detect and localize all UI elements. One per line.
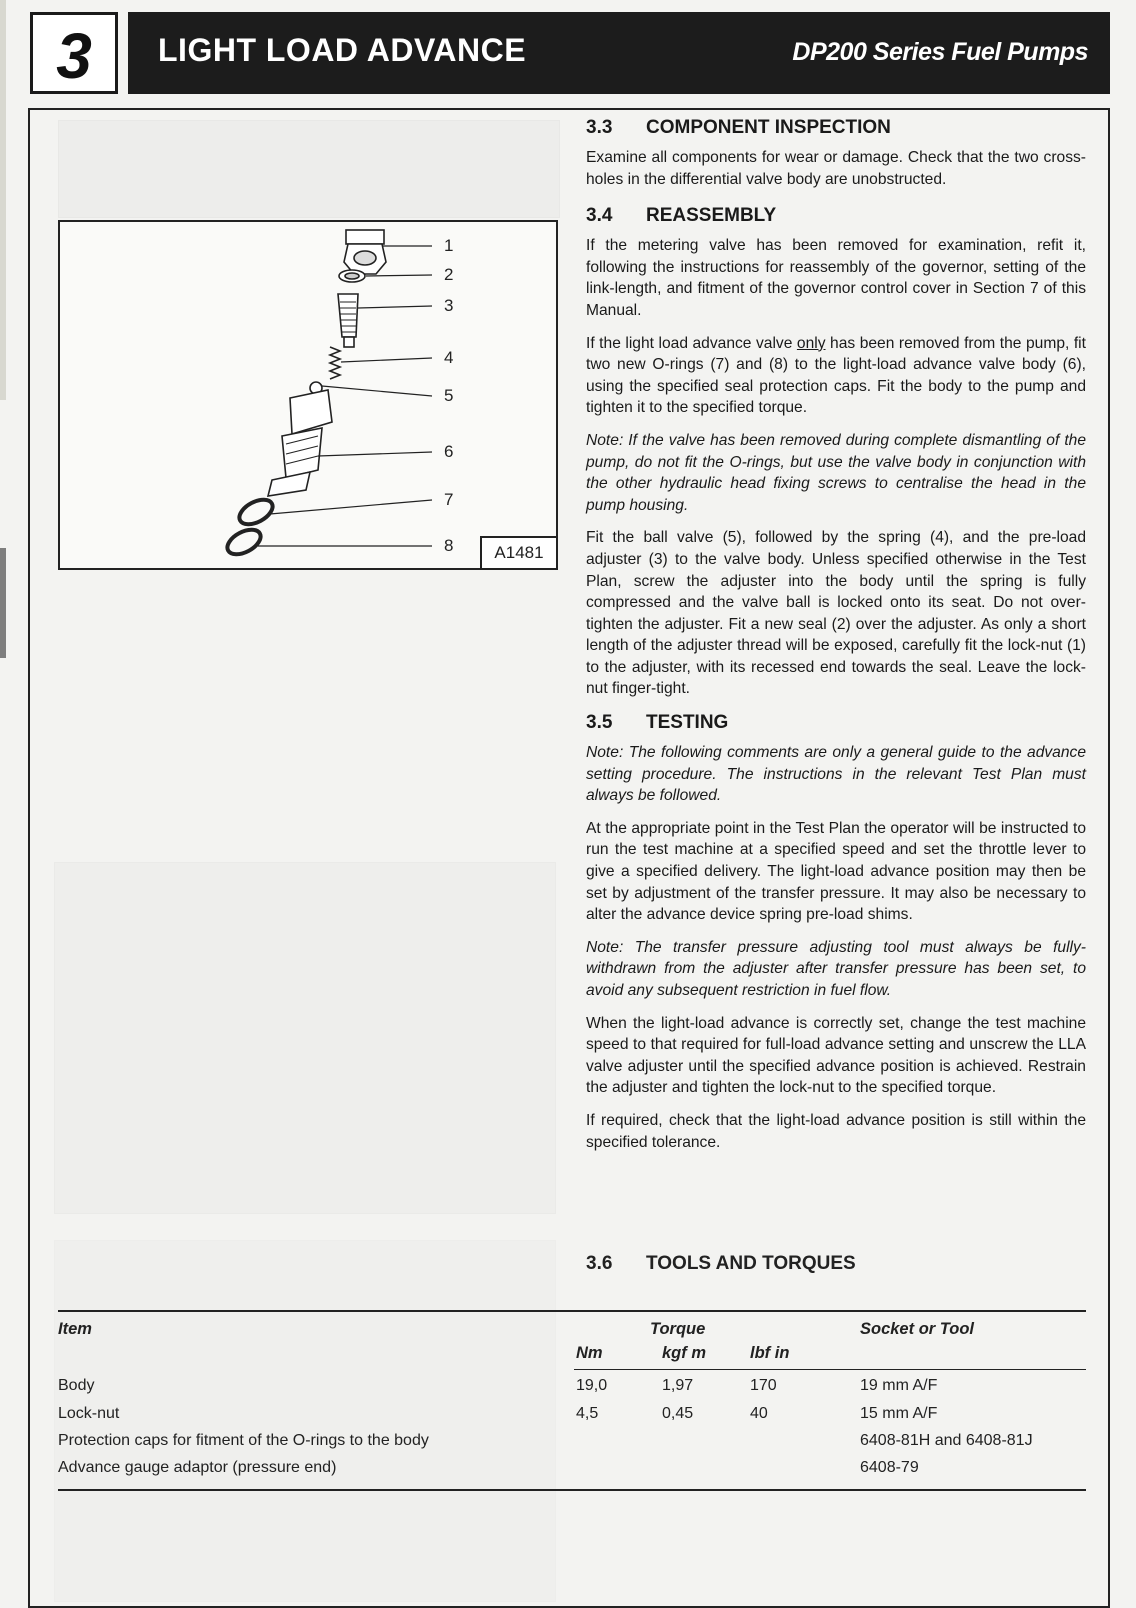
adjuster-part: [338, 294, 358, 347]
section-number: 3.3: [586, 117, 613, 138]
bleed-through-panel: [54, 862, 556, 1214]
column-header-tool: Socket or Tool: [860, 1320, 974, 1338]
figure-callout: 5: [444, 386, 454, 405]
column-header-item: Item: [58, 1320, 92, 1338]
column-header-torque: Torque: [650, 1320, 706, 1338]
section-heading: [586, 116, 1086, 139]
section-title: TOOLS AND TORQUES: [646, 1253, 856, 1274]
section-number: 3.4: [586, 205, 613, 227]
exploded-view-figure: [58, 220, 558, 570]
o-ring-7-part: [235, 495, 276, 530]
figure-callout: 3: [444, 296, 454, 315]
cell-tool: 19 mm A/F: [860, 1377, 938, 1394]
paragraph: Examine all components for wear or damage. Check that the two cross-holes in the differential valve body are unobstructed.: [586, 149, 1086, 188]
paragraph: Fit the ball valve (5), followed by the spring (4), and the pre-load adjuster (3) to the valve body. Unless specified otherwise in the Test Plan, screw the adjuster into the body until the spring is fully compressed and the valve ball is locked onto its seat. Do not over-tighten the adjuster. Fit a new seal (2) over the adjuster. As only a short length of the adjuster thread will be exposed, carefully fit the lock-nut (1) to the adjuster, with its recessed end towards the seal. Leave the lock-nut finger-tight.: [586, 529, 1086, 698]
column-header-nm: Nm: [576, 1344, 603, 1362]
section-number: 3.6: [586, 1253, 613, 1274]
series-title: DP200 Series Fuel Pumps: [792, 38, 1088, 66]
column-header-kgfm: kgf m: [662, 1344, 707, 1362]
cell-tool: 6408-81H and 6408-81J: [860, 1432, 1033, 1449]
cell-item: Advance gauge adaptor (pressure end): [58, 1459, 337, 1476]
text-column: [586, 116, 1086, 1164]
section-heading: [586, 711, 1086, 734]
column-header-lbfin: lbf in: [750, 1344, 790, 1362]
note-paragraph: Note: If the valve has been removed during complete dismantling of the pump, do not fit the O-rings, but use the valve body in conjunction with the other hydraulic head fixing screws to centralise the head in the pump housing.: [586, 431, 1086, 514]
valve-body-part: [268, 390, 332, 496]
paragraph: If required, check that the light-load advance position is still within the specified tolerance.: [586, 1111, 1086, 1151]
figure-callout: 4: [444, 348, 454, 367]
figure-callout: 6: [444, 442, 454, 461]
cell-item: Body: [58, 1377, 95, 1394]
chapter-number: 3: [56, 20, 92, 92]
page-edge-tab: [0, 548, 6, 658]
bleed-through-panel: [58, 120, 560, 218]
cell-tool: 6408-79: [860, 1459, 919, 1476]
emphasis-underlined: only: [796, 334, 826, 352]
paragraph: If the metering valve has been removed for examination, refit it, following the instructions for reassembly of the governor, setting of the link-length, and fitment of the governor control cover in Section 7 of this Manual.: [586, 237, 1086, 319]
section-title: REASSEMBLY: [646, 205, 777, 227]
section-number: 3.5: [586, 712, 613, 734]
cell-nm: 4,5: [576, 1405, 599, 1422]
paragraph: At the appropriate point in the Test Plan the operator will be instructed to run the test machine at a specified speed and set the throttle lever to give a specified delivery. The light-load advance position may then be set by adjustment of the transfer pressure. It may also be necessary to alter the advance device spring pre-load shims.: [586, 819, 1086, 924]
cell-item: Lock-nut: [58, 1405, 120, 1422]
spring-part: [330, 347, 340, 379]
section-heading: [586, 1253, 856, 1275]
note-paragraph: Note: The following comments are only a general guide to the advance setting procedure. The instructions in the relevant Test Plan must always be followed.: [586, 744, 1086, 805]
section-heading: [586, 204, 1086, 227]
figure-callout: 7: [444, 490, 454, 509]
paragraph: [586, 333, 1086, 419]
paragraph-text: If the light load advance valve: [586, 334, 797, 352]
section-title: COMPONENT INSPECTION: [646, 117, 891, 138]
table-rule: [574, 1369, 1086, 1370]
note-paragraph: Note: The transfer pressure adjusting tool must always be fully-withdrawn from the adjuster after transfer pressure has been set, to avoid any subsequent restriction in fuel flow.: [586, 938, 1086, 999]
table-rule: [58, 1310, 1086, 1312]
exploded-view-drawing: [60, 222, 556, 568]
section-title: TESTING: [646, 712, 729, 734]
lock-nut-part: [344, 230, 386, 274]
figure-callout: 2: [444, 265, 454, 284]
cell-lbfin: 40: [750, 1405, 768, 1422]
cell-kgfm: 1,97: [662, 1377, 694, 1394]
cell-nm: 19,0: [576, 1377, 608, 1394]
paragraph-text: has been removed from the pump, fit two new O-rings (7) and (8) to the light-load advance valve body (6), using the specified seal protection caps. Fit the body to the pump and tighten it to the specified torque.: [586, 334, 1086, 417]
cell-lbfin: 170: [750, 1377, 777, 1394]
paragraph: When the light-load advance is correctly set, change the test machine speed to that required for full-load advance setting and unscrew the LLA valve adjuster until the specified advance position is achieved. Restrain the adjuster and tighten the lock-nut to the specified torque.: [586, 1014, 1086, 1097]
o-ring-8-part: [223, 525, 264, 560]
figure-callout: 1: [444, 236, 454, 255]
chapter-number-box: [30, 12, 118, 94]
table-rule: [58, 1489, 1086, 1491]
page-title: LIGHT LOAD ADVANCE: [158, 32, 527, 68]
header-bar: [128, 12, 1110, 94]
page-edge-mark: [0, 0, 6, 400]
cell-kgfm: 0,45: [662, 1405, 694, 1422]
bleed-through-panel: [54, 1240, 556, 1602]
cell-tool: 15 mm A/F: [860, 1405, 938, 1422]
figure-callout: 8: [444, 536, 454, 555]
cell-item: Protection caps for fitment of the O-rings to the body: [58, 1432, 429, 1449]
figure-reference: A1481: [480, 536, 558, 570]
